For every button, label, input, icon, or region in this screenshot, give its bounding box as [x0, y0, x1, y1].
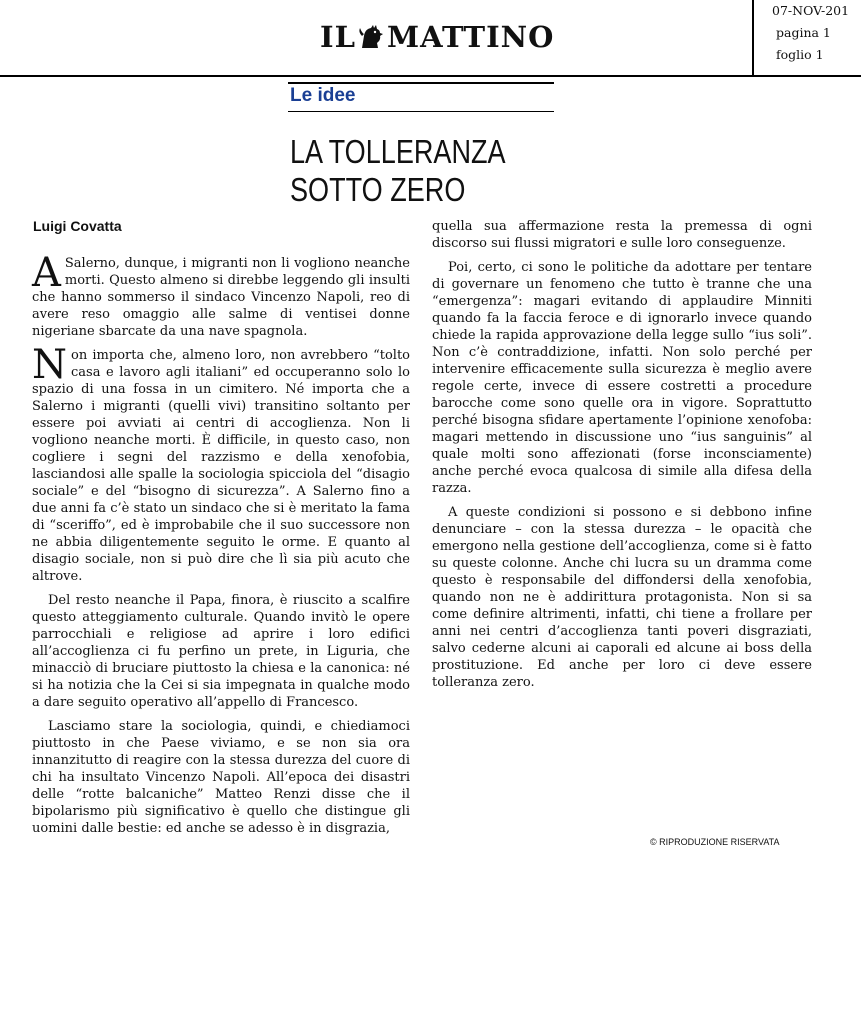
section-rule-top [288, 82, 554, 84]
article-paragraph: Non importa che, almeno loro, non avrebbero “tolto casa e lavoro agli italiani” ed occuperanno solo lo spazio di una fossa in un cimitero. Né importa che a Salerno i migranti (quelli vivi) transitino soltanto per essere poi avviati ai centri di accoglienza. Non li vogliono neanche morti. È difficile, in questo caso, non cogliere i segni del razzismo e della xenofobia, lasciandosi alle spalle la sociologia spicciola del “disagio sociale” e del “bisogno di sicurezza”. A Salerno fino a due anni fa c’è stato un sindaco che si è meritato la fama di “sceriffo”, ed è improbabile che il suo successore non ne abbia diligentemente seguito le orme. E quanto al disagio sociale, non si può dire che lì sia più acuto che altrove. [32, 342, 410, 584]
section-rule-bottom [288, 111, 554, 112]
article-paragraph: A queste condizioni si possono e si debbono infine denunciare – con la stessa durezza – le opacità che emergono nella gestione dell’accoglienza, come si è fatto su queste colonne. Anche chi lucra su un dramma come questo è responsabile del diffondersi della xenofobia, quando non ne è addirittura protagonista. Non si sa come definire altrimenti, infatti, chi tiene a frollare per anni nei centri d’accoglienza tanti poveri disgraziati, salvo cederne alcuni ai caporali ed alcune ai boss della prostituzione. Ed anche per loro ci deve essere tolleranza zero. [432, 505, 812, 690]
logo-left-text: IL [320, 20, 356, 54]
article-paragraph: Poi, certo, ci sono le politiche da adottare per tentare di governare un fenomeno che tutto è tranne che una “emergenza”: magari evitando di applaudire Minniti quando fa la faccia feroce e di ignorarlo invece quando chiede la rapida approvazione della legge sullo “ius soli”. Non c’è contraddizione, infatti. Non solo perché per intervenire efficacemente sulla sicurezza è meglio avere regole certe, invece di essere costretti a procedure barocche come sono quelle ora in vigore. Soprattutto perché bisogna sfidare apertamente l’opinione xenofoba: magari mettendo in discussione uno “ius sanguinis” al quale molti sono affezionati (forse inconsciamente) anche perché evoca qualcosa di simile alla difesa della razza. [432, 260, 812, 496]
headline-line: SOTTO ZERO [290, 171, 466, 208]
masthead [0, 0, 752, 77]
sheet-number: foglio 1 [776, 47, 824, 62]
page-number: pagina 1 [776, 25, 831, 40]
rooster-icon [356, 22, 386, 52]
copyright-notice: © RIPRODUZIONE RISERVATA [650, 837, 780, 847]
drop-cap: A [32, 250, 61, 296]
article-column-left [32, 250, 410, 844]
newspaper-logo [320, 20, 554, 54]
article-paragraph: quella sua affermazione resta la premessa di ogni discorso sui flussi migratori e sulle loro conseguenze. [432, 219, 812, 251]
article-paragraph: Lasciamo stare la sociologia, quindi, e chiediamoci piuttosto in che Paese viviamo, e se non sia ora innanzitutto di reagire con la stessa durezza del cuore di chi ha insultato Vincenzo Napoli. All’epoca dei disastri delle “rotte balcaniche” Matteo Renzi disse che il bipolarismo più significativo è quello che distingue gli uomini dalle bestie: ed anche se adesso è in disgrazia, [32, 719, 410, 836]
headline [290, 133, 506, 209]
drop-cap: N [32, 342, 67, 388]
section-label: Le idee [290, 85, 356, 106]
page-info [752, 0, 861, 77]
edition-date: 07-NOV-201 [772, 3, 850, 18]
article-paragraph: Del resto neanche il Papa, finora, è riuscito a scalfire questo atteggiamento culturale. Quando invitò le opere parrocchiali e religiose ad aprire i loro edifici all’accoglienza ci fu perfino un prete, in Liguria, che minacciò di bruciare piuttosto la chiesa e la canonica: né si ha notizia che la Cei si sia impegnata in qualche modo a dare seguito operativo all’appello di Francesco. [32, 593, 410, 710]
article-paragraph: A Salerno, dunque, i migranti non li vogliono neanche morti. Questo almeno si direbbe leggendo gli insulti che hanno sommerso il sindaco Vincenzo Napoli, reo di avere reso omaggio alle salme di ventisei donne nigeriane sbarcate da una nave spagnola. [32, 250, 410, 339]
logo-right-text: MATTINO [386, 20, 555, 54]
article-column-right [432, 218, 812, 698]
headline-line: LA TOLLERANZA [290, 133, 506, 170]
author-byline: Luigi Covatta [33, 218, 122, 234]
